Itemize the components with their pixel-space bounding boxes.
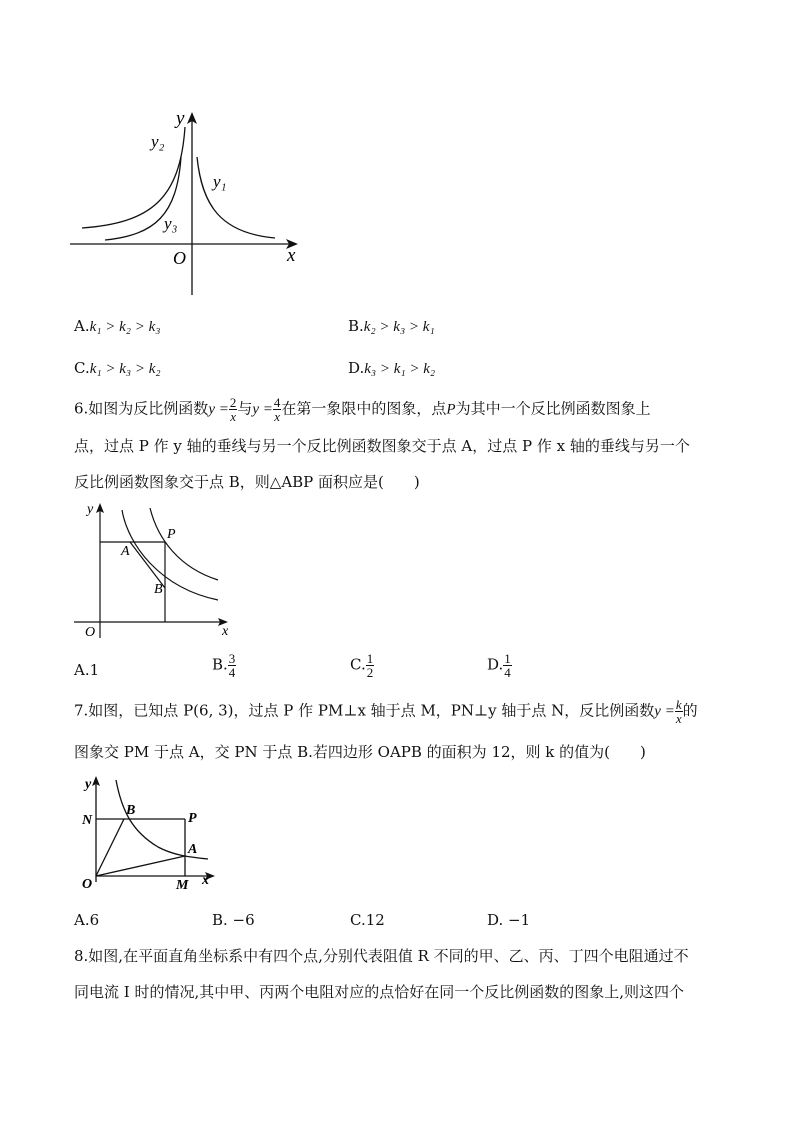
label-a: A <box>121 544 130 559</box>
q7-line2: 图象交 PM 于点 A，交 PN 于点 B.若四边形 OAPB 的面积为 12，则 k 的值为( ) <box>74 743 646 761</box>
q7-option-d[interactable]: D. −1 <box>487 911 531 929</box>
label-y: y <box>87 502 94 517</box>
q8-line1: 8.如图,在平面直角坐标系中有四个点,分别代表阻值 R 不同的甲、乙、丙、丁四个电阻通过不 <box>74 947 689 965</box>
q7-option-c[interactable]: C.12 <box>350 911 385 929</box>
label-p: P <box>188 811 197 826</box>
q8-line2: 同电流 I 时的情况,其中甲、丙两个电阻对应的点恰好在同一个反比例函数的图象上,则这四个 <box>74 983 685 1001</box>
q5-option-b[interactable]: B.k₂ > k₃ > k₁ <box>348 317 435 335</box>
label-y1: y₁ <box>213 172 227 191</box>
x-label: x <box>287 245 296 266</box>
q6-line1: 6.如图为反比例函数y = $\frac{2}{x}$ 与y = $\frac{4}{x}$ 在第一象限中的图象，点P为其中一个反比例函数图象上 <box>74 395 651 424</box>
label-x: x <box>222 624 229 639</box>
label-o: O <box>82 877 93 892</box>
y-label: y <box>176 108 185 129</box>
q7-option-a[interactable]: A.6 <box>74 911 100 929</box>
q7-option-b[interactable]: B. −6 <box>212 911 255 929</box>
q6-option-d[interactable]: D. $\frac{1}{4}$ <box>487 651 511 680</box>
label-y2: y₂ <box>151 132 165 151</box>
figure-hyperbolas <box>60 105 320 300</box>
q5-option-a[interactable]: A.k₁ > k₂ > k₃ <box>74 317 161 335</box>
q6-line3: 反比例函数图象交于点 B，则△ABP 面积应是( ) <box>74 473 420 491</box>
label-n: N <box>82 813 93 828</box>
q6-figure <box>70 500 240 645</box>
segment-ob <box>96 819 124 876</box>
label-b: B <box>126 803 136 818</box>
fraction-2-over-x: $\frac{2}{x}$ <box>229 395 237 424</box>
curve-y-4-over-x <box>150 508 218 580</box>
fraction-k-over-x: $\frac{k}{x}$ <box>675 697 682 726</box>
q6-option-c[interactable]: C. $\frac{1}{2}$ <box>350 651 374 680</box>
q5-option-c[interactable]: C.k₁ > k₃ > k₂ <box>74 359 161 377</box>
label-origin: O <box>85 625 96 640</box>
label-p: P <box>167 527 176 542</box>
label-m: M <box>176 878 189 893</box>
segment-oa <box>96 856 185 876</box>
label-b: B <box>154 582 163 597</box>
label-a: A <box>188 842 198 857</box>
q6-option-a[interactable]: A.1 <box>74 661 100 679</box>
curve-y1 <box>197 157 275 238</box>
q5-option-d[interactable]: D.k₃ > k₁ > k₂ <box>348 359 436 377</box>
label-y3: y₃ <box>164 214 178 233</box>
curve-y-2-over-x <box>122 510 218 600</box>
q6-line2: 点，过点 P 作 y 轴的垂线与另一个反比例函数图象交于点 A，过点 P 作 x 轴的垂线与另一个 <box>74 437 690 455</box>
origin-label: O <box>173 248 186 268</box>
q7-figure <box>78 772 228 894</box>
label-x: x <box>202 873 209 888</box>
curve-y2 <box>82 127 185 228</box>
q7-line1: 7.如图，已知点 P(6, 3)，过点 P 作 PM⊥x 轴于点 M，PN⊥y 轴于点 N，反比例函数y = $\frac{k}{x}$ 的 <box>74 697 698 726</box>
q6-option-b[interactable]: B. $\frac{3}{4}$ <box>212 651 236 680</box>
fraction-4-over-x: $\frac{4}{x}$ <box>273 395 281 424</box>
label-y: y <box>85 777 92 792</box>
